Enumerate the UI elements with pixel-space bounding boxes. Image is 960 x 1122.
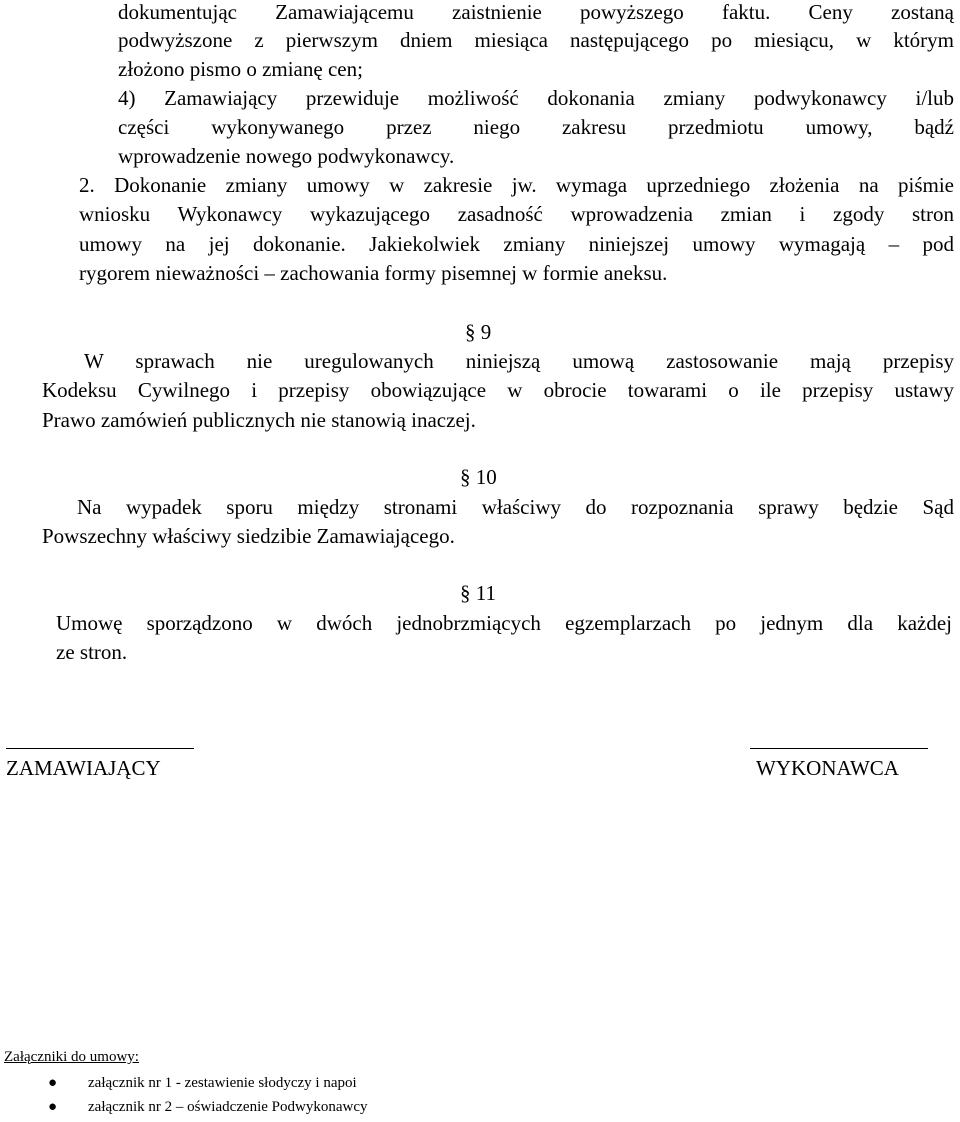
- paragraph-line: podwyższone z pierwszym dniem miesiąca następującego po miesiącu, w którym: [118, 28, 954, 52]
- paragraph-line: Kodeksu Cywilnego i przepisy obowiązujące w obrocie towarami o ile przepisy ustawy: [42, 378, 954, 402]
- signature-label-right: WYKONAWCA: [756, 756, 899, 780]
- paragraph-line: części wykonywanego przez niego zakresu przedmiotu umowy, bądź: [118, 115, 954, 139]
- paragraph-line: umowy na jej dokonanie. Jakiekolwiek zmiany niniejszej umowy wymagają – pod: [79, 232, 954, 256]
- paragraph-line: ze stron.: [56, 640, 128, 664]
- attachment-item: załącznik nr 2 – oświadczenie Podwykonawcy: [88, 1099, 368, 1115]
- signature-label-left: ZAMAWIAJĄCY: [6, 756, 161, 780]
- paragraph-line: wprowadzenie nowego podwykonawcy.: [118, 144, 455, 168]
- paragraph-line: Prawo zamówień publicznych nie stanowią inaczej.: [42, 408, 476, 432]
- bullet-icon: ●: [48, 1075, 58, 1091]
- paragraph-line: wniosku Wykonawcy wykazującego zasadność wprowadzenia zmian i zgody stron: [79, 202, 954, 226]
- paragraph-line: dokumentując Zamawiającemu zaistnienie powyższego faktu. Ceny zostaną: [118, 0, 954, 24]
- paragraph-line: Powszechny właściwy siedzibie Zamawiającego.: [42, 524, 455, 548]
- paragraph-line: Na wypadek sporu między stronami właściwy do rozpoznania sprawy będzie Sąd: [77, 495, 954, 519]
- signature-line-right: [750, 748, 928, 749]
- attachments-title: Załączniki do umowy:: [4, 1049, 139, 1065]
- paragraph-line: Umowę sporządzono w dwóch jednobrzmiących egzemplarzach po jednym dla każdej: [56, 611, 952, 635]
- paragraph-line: 2. Dokonanie zmiany umowy w zakresie jw. wymaga uprzedniego złożenia na piśmie: [79, 173, 954, 197]
- paragraph-line: W sprawach nie uregulowanych niniejszą umową zastosowanie mają przepisy: [84, 349, 954, 373]
- section-heading: § 10: [460, 465, 497, 489]
- attachment-item: załącznik nr 1 - zestawienie słodyczy i napoi: [88, 1075, 357, 1091]
- section-heading: § 9: [465, 320, 492, 344]
- bullet-icon: ●: [48, 1099, 58, 1115]
- section-heading: § 11: [460, 581, 496, 605]
- paragraph-line: 4) Zamawiający przewiduje możliwość dokonania zmiany podwykonawcy i/lub: [118, 86, 954, 110]
- signature-line-left: [6, 748, 194, 749]
- paragraph-line: złożono pismo o zmianę cen;: [118, 57, 363, 81]
- paragraph-line: rygorem nieważności – zachowania formy pisemnej w formie aneksu.: [79, 261, 668, 285]
